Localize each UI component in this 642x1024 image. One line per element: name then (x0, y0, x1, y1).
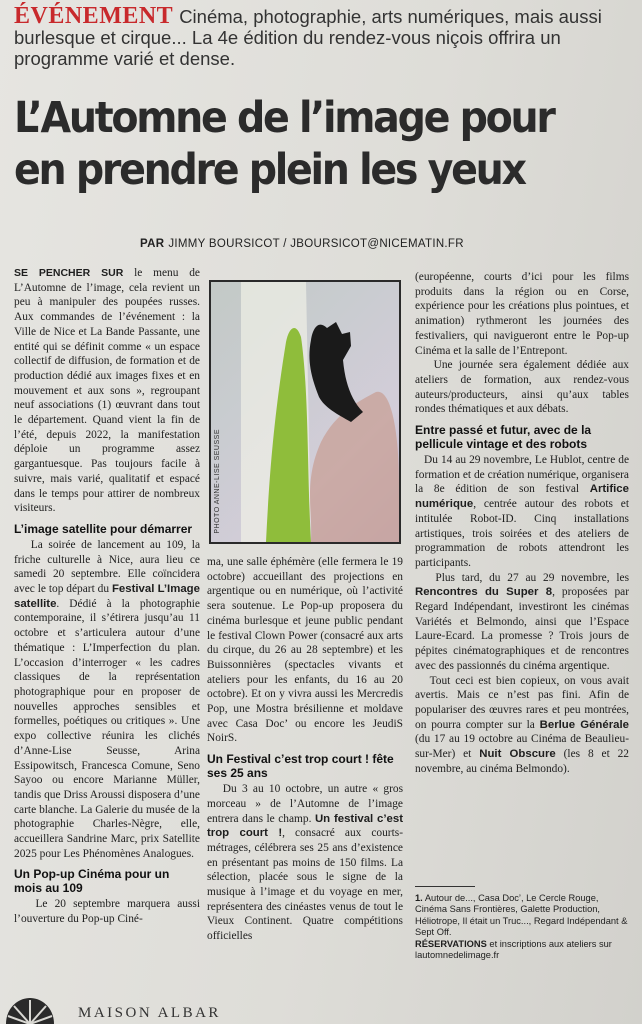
shell-logo-icon (0, 994, 60, 1024)
paragraph: ma, une salle éphémère (elle fermera le 19 octobre) accueillant des projections en argentique ou en numérique, où l’activité sera soutenue. Le Pop-up proposera du cinéma burlesque et jeune public pendant le festival Clown Power (consacré aux arts du cirque, du 26 au 28 septembre) et les Buissonnières (spectacles vivants et ateliers pour les enfants, du 16 au 20 octobre). Et on y vivra aussi les Mercredis Pop, une Mostra brésilienne et moldave avec Casa Doc’ ou encore les JeudiS NoirS. (207, 556, 403, 745)
paragraph (415, 358, 629, 417)
paragraph (415, 453, 629, 571)
byline-par: PAR (140, 238, 165, 250)
footnotes (415, 893, 629, 961)
reservations-label: RÉSERVATIONS (415, 938, 487, 949)
paragraph-text: , proposées par Regard Indépendant, investiront les cinémas Variétés et Belmondo, ainsi que l’Espace Laure-Ecard. La promesse ? Trois jours de pépites cinématographiques et de rencontres avec des passionnés du cinéma argentique. (415, 586, 629, 672)
kicker (14, 3, 634, 69)
paragraph (207, 782, 403, 944)
footer-ad-text: MAISON ALBAR (78, 1005, 221, 1021)
paragraph-text: (les 8 et 22 novembre, au cinéma Belmondo). (415, 748, 629, 775)
subheading: Entre passé et futur, avec de la pellicule vintage et des robots (415, 423, 592, 452)
bold-text: Artifice numérique (415, 483, 629, 511)
paragraph-text: Une journée sera également dédiée aux ateliers de formation, aux rendez-vous auteurs/producteurs, ainsi qu’aux tables rondes thématiques et aux débats. (415, 359, 630, 416)
bold-text: Rencontres du Super 8 (415, 586, 553, 599)
bold-text: Nuit Obscure (479, 748, 556, 761)
paragraph-text: Le 20 septembre marquera aussi l’ouverture du Pop-up Ciné- (14, 898, 201, 926)
headline: L’Automne de l’image pour en prendre plein les yeux (14, 93, 554, 195)
paragraph-text: (du 17 au 19 octobre au Cinéma de Beaulieu-sur-Mer) et (415, 733, 629, 761)
paragraph-text: Tout ceci est bien copieux, on vous avait avertis. Mais ce n’est pas fini. Afin de populariser des œuvres rares et peu montrées, on pourra compter sur la (415, 674, 629, 731)
article-column-3 (415, 270, 629, 777)
subheading: Un Pop-up Cinéma pour un mois au 109 (14, 867, 170, 896)
paragraph-text: La soirée de lancement au 109, la friche culturelle à Nice, aura lieu ce samedi 20 septembre. Elle coïncidera avec le top départ du (14, 538, 200, 596)
paragraph-text: , consacré aux courts-métrages, célébrera ses 25 ans d’existence en présentant pas moins de 150 films. La sélection, placée sous le signe de la musique à l’image et du voyage en mer, représentera des cinéastes venus de tout le Vieux Continent. Quatre compétitions officielles (207, 827, 403, 943)
paragraph-text: . Dédié à la photographie contemporaine, il s’étirera jusqu’au 11 octobre et s’articulera autour d’une thématique : L’Imperfection du plan. L’occasion d’interroger « les cadres classiques de la représentation photographique pour en proposer de nouvelles approches sensibles et formelles, poétiques ou critiques ». Une expo collective réunira les clichés d’Anne-Lise Seusse, Arina Essipowitsch, Francesca Comune, Seno Sayoo ou encore Marianne Müller, tandis que Driss Aroussi disposera d’une carte blanche. La Galerie du musée de la photographie Charles-Nègre, elle, accueillera Sandrine Marc, prix Satellite 2025 pour Les Phénomènes Analogues. (14, 597, 200, 860)
footnote-rule (415, 886, 475, 887)
byline-author: JIMMY BOURSICOT / JBOURSICOT@NICEMATIN.FR (168, 238, 464, 250)
byline (140, 238, 464, 250)
paragraph-text: le menu de L’Automne de l’image, cela revient un peu à manipuler des poupées russes. Aux commandes de l’événement : la Ville de Nice et La Bande Passante, une entité qui se définit comme « un espace collectif de diffusion, de formation et de production dédié aux images fixes et en mouvement et aux sons », regroupant neuf associations (1) œuvrant dans tout le département. Quand vient la fin de l’été, depuis 2022, la manifestation déploie un programme assez gargantuesque. Pas toujours facile à suivre, mais varié, qualitatif et espacé dans le temps pour attirer de nombreux visiteurs. (14, 267, 200, 515)
subheading: L’image satellite pour démarrer (14, 521, 193, 536)
reservations-note (415, 939, 629, 962)
paragraph-text: , centrée autour des robots et intitulée Robot-ID. Cinq installations artistiques, trois soirées et des ateliers de programmation de robots attendront les participants. (415, 498, 629, 569)
lead-caps: SE PENCHER SUR (14, 267, 124, 279)
bold-text: Berlue Générale (539, 718, 629, 731)
bold-text: Un festival c’est trop court ! (207, 812, 403, 840)
article-photo (209, 280, 401, 544)
footnote (415, 893, 629, 939)
paragraph (415, 571, 629, 674)
paragraph-text: Du 3 au 10 octobre, un autre « gros morceau » de l’Automne de l’image entrera dans le champ. (207, 783, 404, 825)
photo-credit: PHOTO ANNE-LISE SEUSSE (214, 429, 221, 534)
paragraph (415, 674, 629, 777)
kicker-text: Cinéma, photographie, arts numériques, mais aussi burlesque et cirque... La 4e édition du rendez-vous niçois offrira un programme varié et dense. (14, 6, 602, 69)
paragraph (14, 266, 200, 516)
paragraph (14, 897, 200, 926)
photo-image (211, 282, 399, 542)
bold-text: Festival L’Image satellite (14, 583, 200, 610)
footnote-number: 1. (415, 893, 423, 903)
section-tag: ÉVÉNEMENT (14, 3, 174, 29)
article-column-2 (207, 555, 403, 944)
paragraph (14, 538, 200, 861)
reservations-text: et inscriptions aux ateliers sur lautomnedelimage.fr (415, 938, 612, 961)
footnote-text: Autour de..., Casa Doc’, Le Cercle Rouge, Cinéma Sans Frontières, Galette Production, Héliotrope, Il était un Truc..., Regard Indépendant & Sept Off. (415, 893, 628, 938)
paragraph: (européenne, courts d’ici pour les films produits dans la région ou en Corse, expérience pour les créations plus pointues, et animation) rythmeront les journées des festivaliers, qui navigueront entre le Pop-up Cinéma et la salle de l’Entrepont. (415, 271, 629, 357)
article-column-1 (14, 266, 200, 927)
subheading: Un Festival c’est trop court ! fête ses 25 ans (207, 752, 394, 781)
paragraph-text: Plus tard, du 27 au 29 novembre, les (435, 571, 629, 584)
paragraph-text: Du 14 au 29 novembre, Le Hublot, centre de formation et de création numérique, organisera la 8e édition de son festival (415, 454, 630, 496)
